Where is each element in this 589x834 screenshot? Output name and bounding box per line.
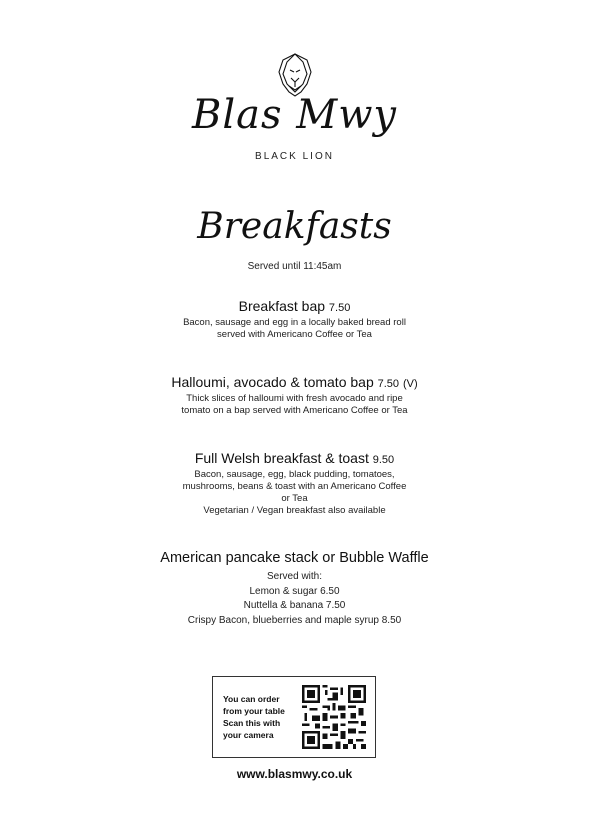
item-desc-line: served with Americano Coffee or Tea (217, 329, 372, 340)
menu-item-halloumi-bap (0, 373, 589, 417)
item-title (0, 549, 589, 567)
item-desc-line: Lemon & sugar 6.50 (249, 585, 340, 597)
qr-line: You can order (223, 694, 280, 704)
item-desc-line: Bacon, sausage and egg in a locally baked bread roll (183, 317, 406, 328)
menu-item-full-welsh (0, 449, 589, 517)
item-price: 9.50 (372, 454, 395, 466)
item-desc-line: mushrooms, beans & toast with an Americano Coffee (182, 481, 407, 492)
qr-line: Scan this with (223, 718, 281, 728)
qr-instructions (223, 693, 303, 741)
section-note: Served until 11:45am (247, 261, 342, 272)
item-name: Halloumi, avocado & tomato bap (171, 374, 374, 390)
menu-item-breakfast-bap (0, 297, 589, 341)
item-desc-line: Thick slices of halloumi with fresh avocado and ripe (186, 393, 403, 404)
item-title (0, 373, 589, 393)
qr-code-icon[interactable] (302, 685, 366, 749)
item-price: 7.50 (328, 302, 351, 314)
item-title (0, 449, 589, 469)
brand-subtitle: BLACK LION (255, 151, 334, 162)
item-desc-line: Served with: (266, 571, 323, 582)
qr-order-box (212, 676, 376, 758)
qr-line: your camera (223, 730, 274, 740)
item-desc-line: Bacon, sausage, egg, black pudding, tomatoes, (194, 469, 395, 480)
qr-line: from your table (223, 706, 285, 716)
item-desc-line: Crispy Bacon, blueberries and maple syrup 8.50 (187, 614, 402, 626)
item-desc-line: Vegetarian / Vegan breakfast also available (203, 505, 386, 516)
item-price: 7.50 (377, 378, 400, 390)
item-diet-tag: (V) (402, 378, 418, 390)
section-title: Breakfasts (197, 206, 392, 247)
website-link[interactable]: www.blasmwy.co.uk (236, 767, 353, 781)
brand-name: Blas Mwy (191, 92, 398, 138)
item-desc-line: or Tea (281, 493, 308, 504)
item-desc-line: tomato on a bap served with Americano Coffee or Tea (181, 405, 408, 416)
item-desc-line: Nuttella & banana 7.50 (243, 600, 346, 611)
item-name: Breakfast bap (238, 298, 326, 314)
menu-item-pancakes (0, 549, 589, 628)
item-name: American pancake stack or Bubble Waffle (160, 550, 429, 566)
item-name: Full Welsh breakfast & toast (194, 450, 369, 466)
item-title (0, 297, 589, 317)
